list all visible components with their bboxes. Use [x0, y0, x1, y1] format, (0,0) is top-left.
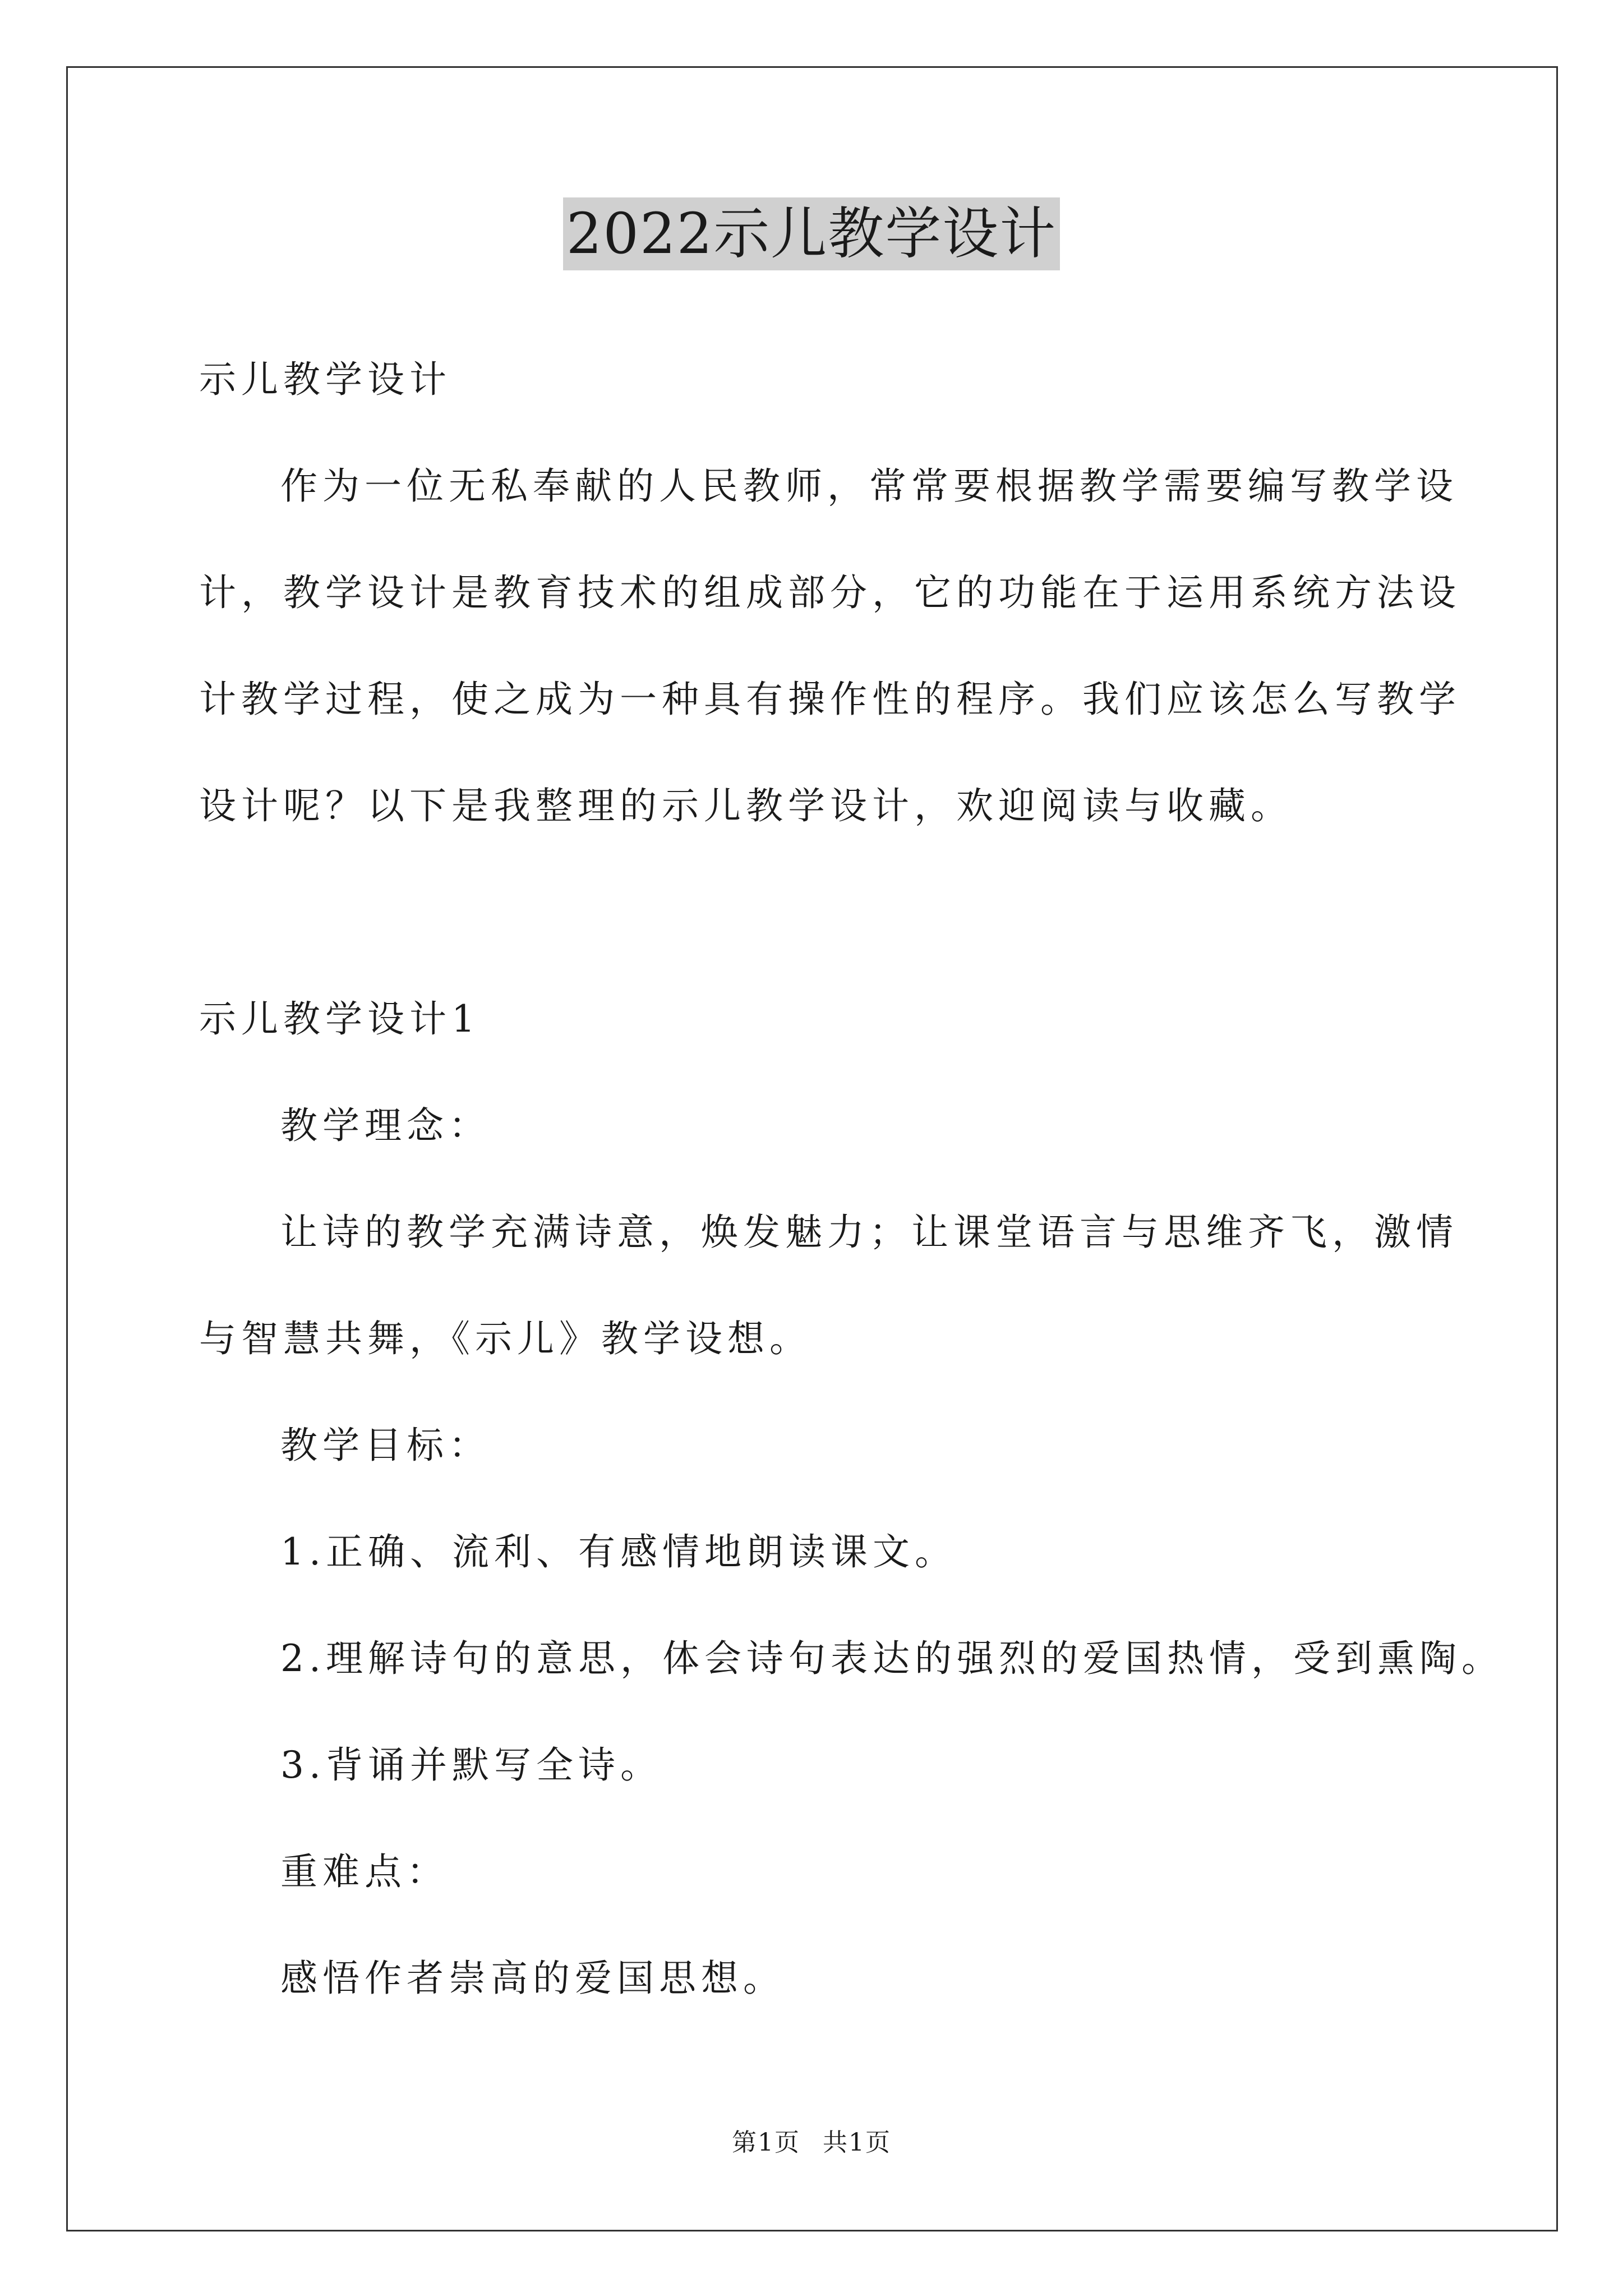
key-points-text: 感悟作者崇高的爱国思想。 — [280, 1957, 785, 2000]
intro-line-4: 设计呢？以下是我整理的示儿教学设计，欢迎阅读与收藏。 — [199, 784, 1293, 827]
document-subtitle: 示儿教学设计 — [199, 358, 451, 401]
page-number-current: 第1页 — [732, 2128, 800, 2157]
concept-line-1: 让诗的教学充满诗意，焕发魅力；让课堂语言与思维齐飞，激情 — [280, 1211, 1458, 1254]
concept-label: 教学理念： — [280, 1104, 491, 1147]
goals-label: 教学目标： — [280, 1424, 491, 1467]
section-heading: 示儿教学设计1 — [199, 997, 480, 1041]
intro-line-2: 计，教学设计是教育技术的组成部分，它的功能在于运用系统方法设 — [199, 571, 1461, 614]
document-title: 2022示儿教学设计 — [563, 197, 1061, 270]
title-container — [0, 197, 1623, 270]
page-number-total: 共1页 — [823, 2128, 891, 2157]
goal-item-1: 1.正确、流利、有感情地朗读课文。 — [280, 1530, 957, 1573]
concept-line-2: 与智慧共舞，《示儿》教学设想。 — [199, 1317, 811, 1360]
intro-line-3: 计教学过程，使之成为一种具有操作性的程序。我们应该怎么写教学 — [199, 678, 1461, 721]
goal-item-2: 2.理解诗句的意思，体会诗句表达的强烈的爱国热情，受到熏陶。 — [280, 1637, 1504, 1680]
intro-line-1: 作为一位无私奉献的人民教师，常常要根据教学需要编写教学设 — [280, 464, 1458, 508]
page-footer — [0, 2126, 1623, 2160]
goal-item-3: 3.背诵并默写全诗。 — [280, 1743, 662, 1787]
key-points-label: 重难点： — [280, 1850, 449, 1893]
